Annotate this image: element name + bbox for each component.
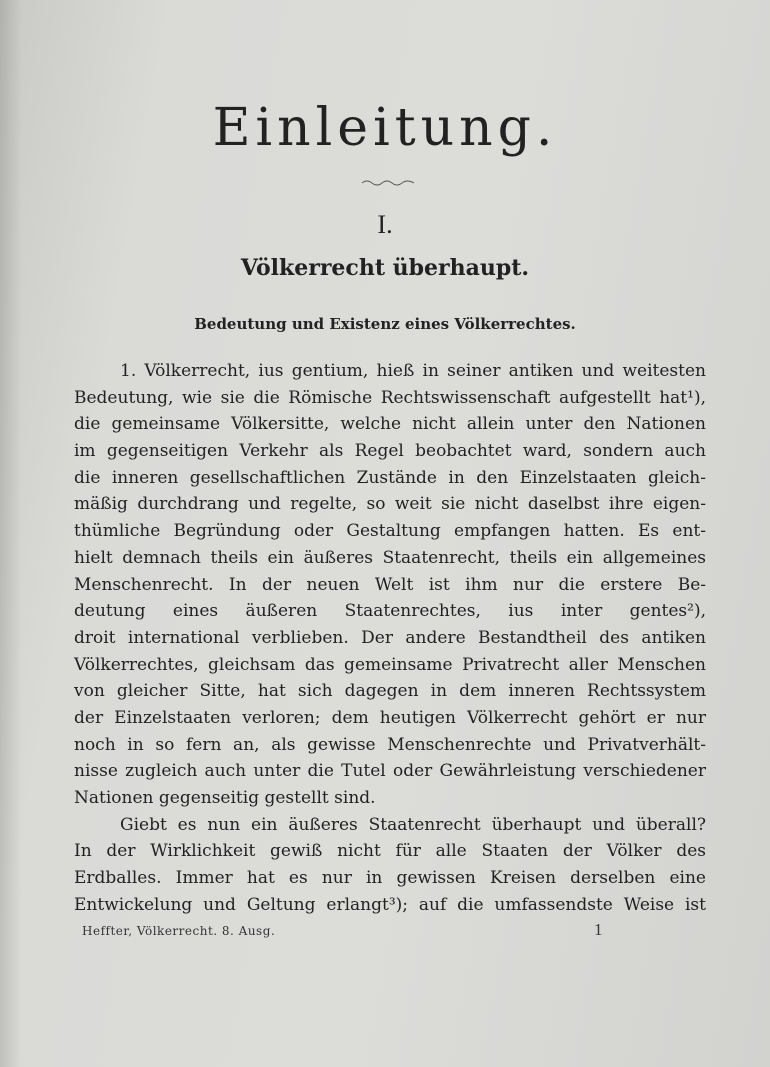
section-title: Völkerrecht überhaupt.	[240, 255, 530, 281]
text-line: In der Wirklichkeit gewiß nicht für alle Staaten der Völker des	[74, 841, 706, 862]
body-text	[74, 358, 706, 918]
subsection-title: Bedeutung und Existenz eines Völkerrechtes.	[194, 315, 576, 333]
text-line: Menschenrecht. In der neuen Welt ist ihm nur die erstere Be-	[74, 574, 706, 595]
text-line: von gleicher Sitte, hat sich dagegen in dem inneren Rechtssystem	[74, 681, 706, 702]
text-line: 1. Völkerrecht, ius gentium, hieß in seiner antiken und weitesten	[120, 361, 706, 381]
text-line: der Einzelstaaten verloren; dem heutigen Völkerrecht gehört er nur	[74, 707, 706, 728]
text-line: noch in so fern an, als gewisse Menschenrechte und Privatverhält-	[74, 734, 706, 755]
text-line: nisse zugleich auch unter die Tutel oder Gewährleistung verschiedener	[74, 761, 706, 782]
text-line: Erdballes. Immer hat es nur in gewissen Kreisen derselben eine	[74, 868, 706, 889]
page-edge-shadow	[0, 0, 22, 1067]
text-line: Nationen gegenseitig gestellt sind.	[74, 788, 376, 808]
text-line: thümliche Begründung oder Gestaltung empfangen hatten. Es ent-	[74, 521, 706, 542]
text-line: mäßig durchdrang und regelte, so weit sie nicht daselbst ihre eigen-	[74, 494, 706, 515]
text-line: im gegenseitigen Verkehr als Regel beobachtet ward, sondern auch	[74, 441, 706, 462]
text-line: Entwickelung und Geltung erlangt³); auf die umfassendste Weise ist	[74, 894, 706, 915]
text-line: die gemeinsame Völkersitte, welche nicht allein unter den Nationen	[74, 414, 706, 435]
page-number: 1	[594, 920, 603, 939]
chapter-title: Einleitung.	[212, 98, 558, 158]
section-numeral: I.	[377, 210, 393, 239]
text-line: Völkerrechtes, gleichsam das gemeinsame Privatrecht aller Menschen	[74, 654, 706, 675]
text-line: die inneren gesellschaftlichen Zustände in den Einzelstaaten gleich-	[74, 467, 706, 488]
signature-mark: Heffter, Völkerrecht. 8. Ausg.	[82, 924, 276, 938]
text-line: deutung eines äußeren Staatenrechtes, ius inter gentes²),	[74, 601, 706, 622]
ornament-divider-icon	[360, 177, 416, 187]
text-line: hielt demnach theils ein äußeres Staatenrecht, theils ein allgemeines	[74, 547, 706, 568]
text-line: Giebt es nun ein äußeres Staatenrecht überhaupt und überall?	[120, 814, 706, 835]
text-line: Bedeutung, wie sie die Römische Rechtswissenschaft aufgestellt hat¹),	[74, 387, 706, 408]
text-line: droit international verblieben. Der andere Bestandtheil des antiken	[74, 627, 706, 648]
